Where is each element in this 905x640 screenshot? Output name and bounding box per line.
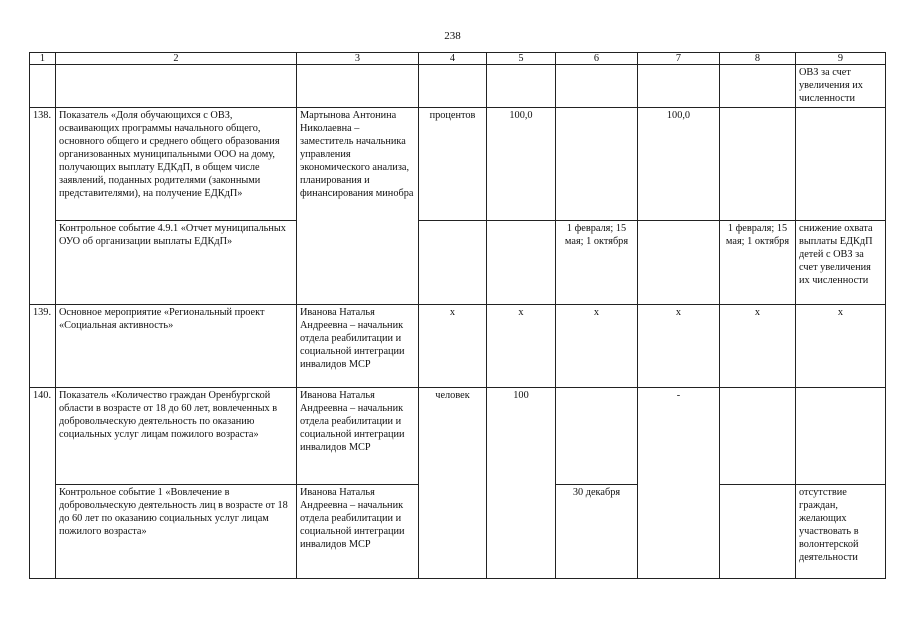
cross-mark: x xyxy=(556,305,638,388)
unit: процентов xyxy=(419,108,487,221)
deadline: 1 февраля; 15 мая; 1 октября xyxy=(720,221,796,305)
cont-result: ОВЗ за счет увеличения их численности xyxy=(796,65,886,108)
dash-mark: - xyxy=(638,388,720,579)
cross-mark: x xyxy=(419,305,487,388)
value: 100 xyxy=(487,388,556,579)
table-row-138-event xyxy=(30,221,886,305)
col-header-4: 4 xyxy=(419,53,487,65)
deadline: 1 февраля; 15 мая; 1 октября xyxy=(556,221,638,305)
col-header-9: 9 xyxy=(796,53,886,65)
indicator-text: Показатель «Доля обучающихся с ОВЗ, осваивающих программы начального общего, основного общего и среднего общего образования организованных муниципальными ООО на дому, получающих выплату ЕДКдП, в общем числе заявлений, поданных родителями (законными представителями), на получение ЕДКдП» xyxy=(56,108,297,221)
indicator-text: Показатель «Количество граждан Оренбургской области в возрасте от 18 до 60 лет, вовлеченных в добровольческую деятельность по оказанию социальных услуг лицам пожилого возраста» xyxy=(56,388,297,485)
table-row-140 xyxy=(30,388,886,485)
control-event-text: Контрольное событие 1 «Вовлечение в добровольческую деятельность лиц в возрасте от 18 до 60 лет по оказанию социальных услуг лицам пожилого возраста» xyxy=(56,485,297,579)
col-header-6: 6 xyxy=(556,53,638,65)
result-text: отсутствие граждан, желающих участвовать в волонтерской деятельности xyxy=(796,485,886,579)
indicator-text: Основное мероприятие «Региональный проект «Социальная активность» xyxy=(56,305,297,388)
row-number: 139. xyxy=(30,305,56,388)
header-row xyxy=(30,53,886,65)
result-text: снижение охвата выплаты ЕДКдП детей с ОВЗ за счет увеличения их численности xyxy=(796,221,886,305)
row-number: 138. xyxy=(30,108,56,305)
col-header-1: 1 xyxy=(30,53,56,65)
col-header-5: 5 xyxy=(487,53,556,65)
page-number: 238 xyxy=(444,30,461,42)
value: 100,0 xyxy=(487,108,556,221)
row-number: 140. xyxy=(30,388,56,579)
deadline: 30 декабря xyxy=(556,485,638,579)
cross-mark: x xyxy=(487,305,556,388)
value: 100,0 xyxy=(638,108,720,221)
cross-mark: x xyxy=(638,305,720,388)
table-row-139 xyxy=(30,305,886,388)
responsible-person: Иванова Наталья Андреевна – начальник отдела реабилитации и социальной интеграции инвалидов МСР xyxy=(297,485,419,579)
table-row-138 xyxy=(30,108,886,221)
col-header-2: 2 xyxy=(56,53,297,65)
responsible-person: Иванова Наталья Андреевна – начальник отдела реабилитации и социальной интеграции инвалидов МСР xyxy=(297,305,419,388)
col-header-3: 3 xyxy=(297,53,419,65)
table-row-continuation xyxy=(30,65,886,108)
col-header-8: 8 xyxy=(720,53,796,65)
col-header-7: 7 xyxy=(638,53,720,65)
responsible-person: Мартынова Антонина Николаевна – заместитель начальника управления экономического анализа, планирования и финансирования минобра xyxy=(297,108,419,305)
plan-table xyxy=(29,52,886,579)
responsible-person: Иванова Наталья Андреевна – начальник отдела реабилитации и социальной интеграции инвалидов МСР xyxy=(297,388,419,485)
unit: человек xyxy=(419,388,487,579)
cross-mark: x xyxy=(720,305,796,388)
cross-mark: x xyxy=(796,305,886,388)
control-event-text: Контрольное событие 4.9.1 «Отчет муниципальных ОУО об организации выплаты ЕДКдП» xyxy=(56,221,297,305)
